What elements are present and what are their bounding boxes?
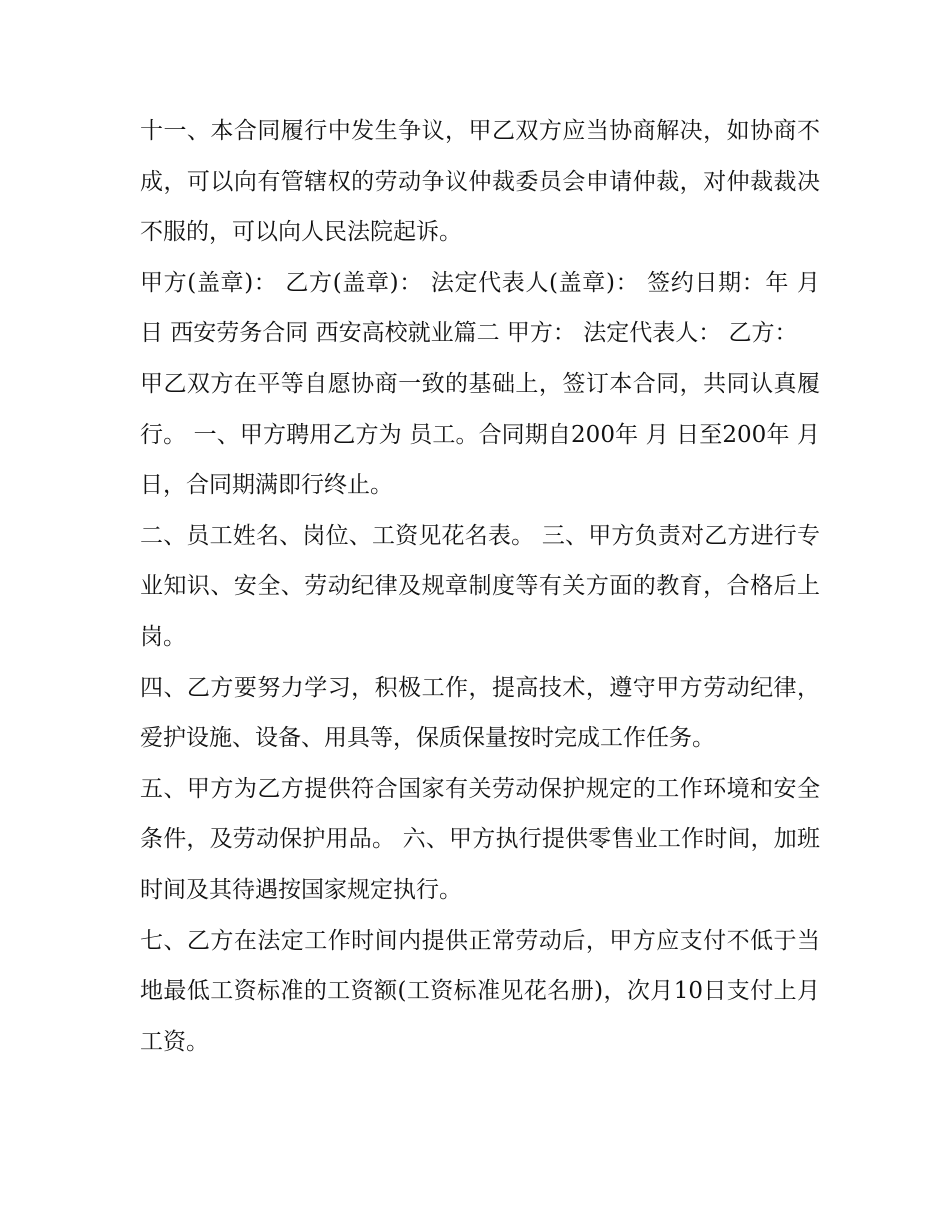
paragraph-training: 二、员工姓名、岗位、工资见花名表。 三、甲方负责对乙方进行专业知识、安全、劳动纪律及规章制度等有关方面的教育，合格后上岗。	[140, 522, 820, 650]
paragraph-employee-duties: 四、乙方要努力学习，积极工作，提高技术，遵守甲方劳动纪律，爱护设施、设备、用具等，保质保量按时完成工作任务。	[140, 674, 820, 752]
paragraph-dispute-resolution: 十一、本合同履行中发生争议，甲乙双方应当协商解决，如协商不成，可以向有管辖权的劳动争议仲裁委员会申请仲裁，对仲裁裁决不服的，可以向人民法院起诉。	[140, 118, 820, 246]
paragraph-wages: 七、乙方在法定工作时间内提供正常劳动后，甲方应支付不低于当地最低工资标准的工资额(工资标准见花名册)，次月10日支付上月工资。	[140, 927, 820, 1055]
paragraph-signatures: 甲方(盖章)： 乙方(盖章)： 法定代表人(盖章)： 签约日期：年 月 日 西安劳务合同 西安高校就业篇二 甲方： 法定代表人： 乙方：	[140, 269, 820, 347]
document-body	[140, 106, 820, 1067]
paragraph-safety-conditions: 五、甲方为乙方提供符合国家有关劳动保护规定的工作环境和安全条件，及劳动保护用品。 六、甲方执行提供零售业工作时间，加班时间及其待遇按国家规定执行。	[140, 775, 820, 903]
paragraph-contract-term: 甲乙双方在平等自愿协商一致的基础上，签订本合同，共同认真履行。 一、甲方聘用乙方为 员工。合同期自200年 月 日至200年 月 日，合同期满即行终止。	[140, 370, 820, 499]
